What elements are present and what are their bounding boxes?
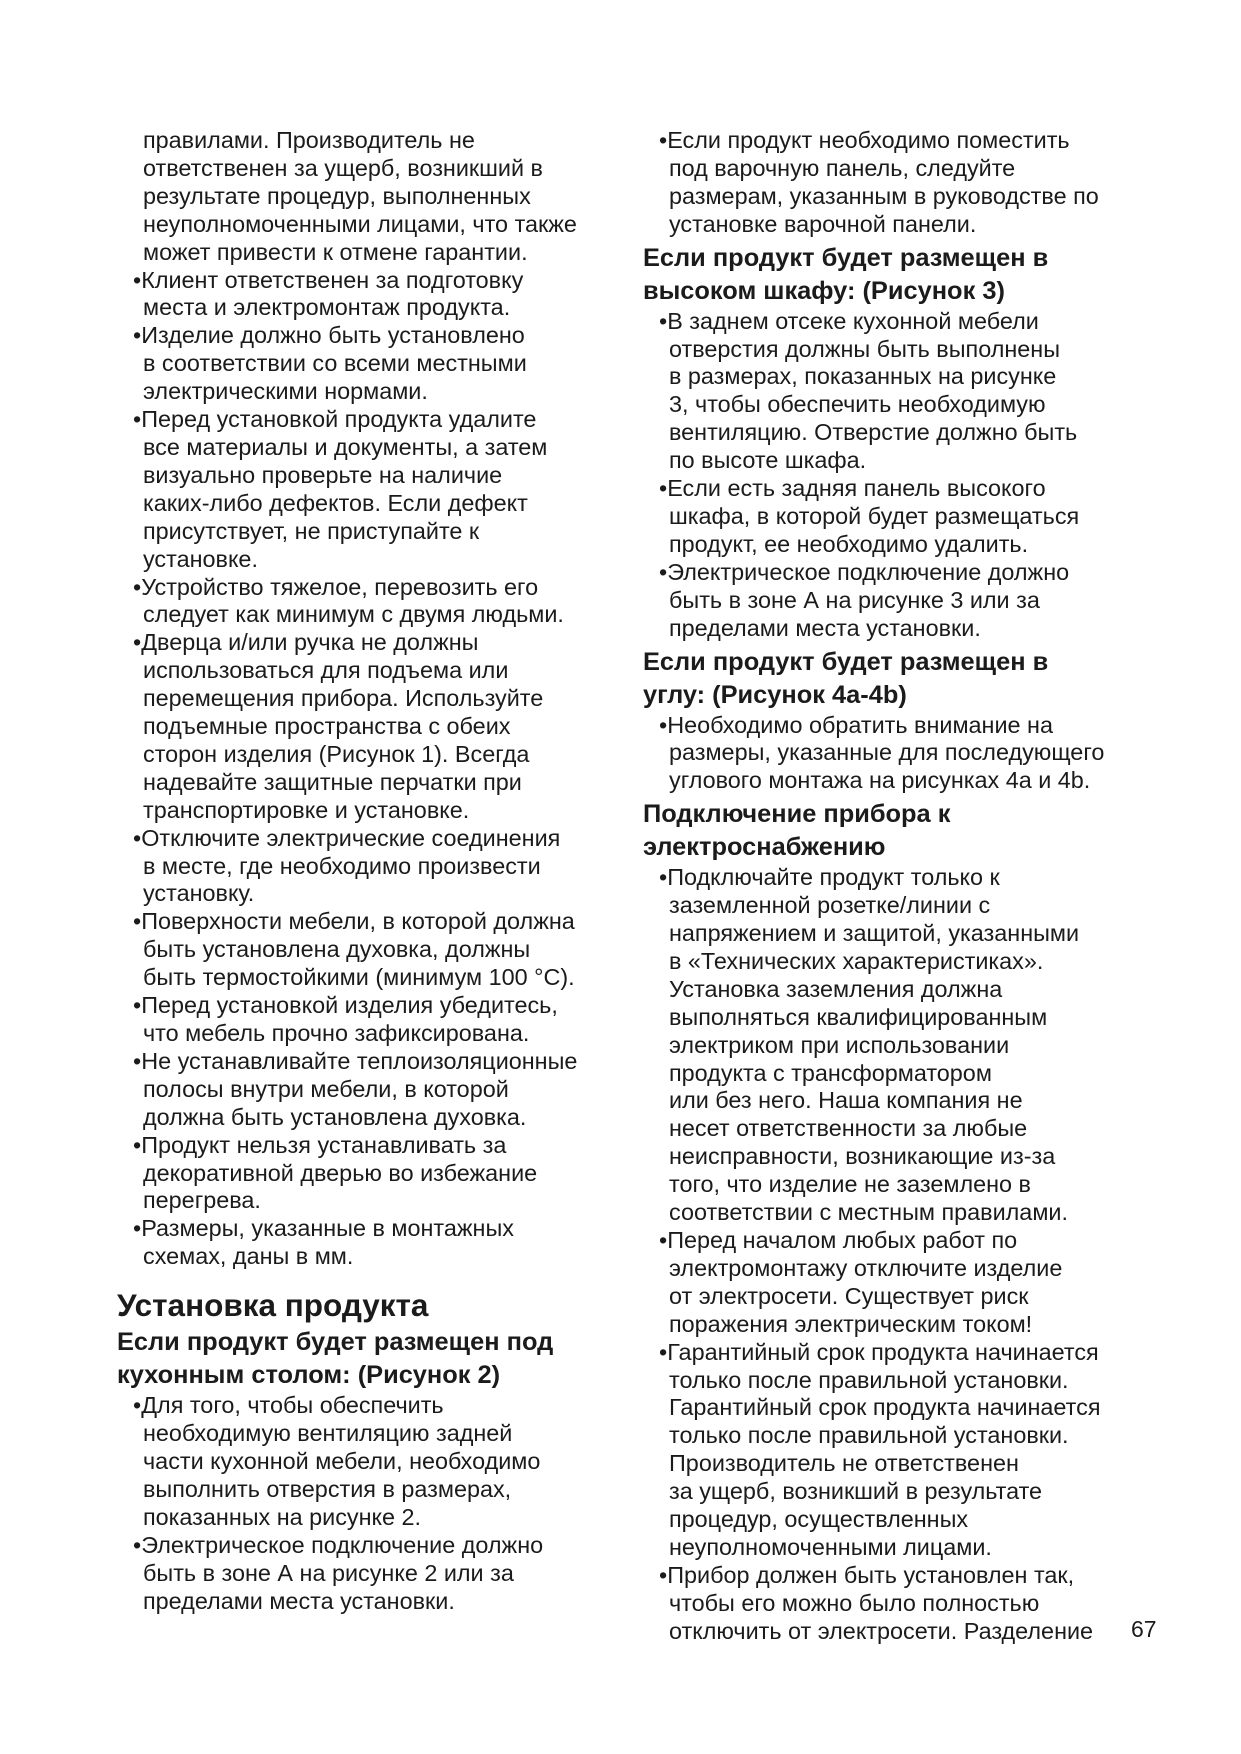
left-column [117, 127, 617, 1615]
bullet-item: • В заднем отсеке кухонной мебели отверстия должны быть выполнены в размерах, показанных на рисунке 3, чтобы обеспечить необходимую вентиляцию. Отверстие должно быть по высоте шкафа. [643, 308, 1153, 475]
bullet-item: • Для того, чтобы обеспечить необходимую вентиляцию задней части кухонной мебели, необходимо выполнить отверстия в размерах, показанных на рисунке 2. [117, 1392, 617, 1532]
bullet-item: • Подключайте продукт только к заземленной розетке/линии с напряжением и защитой, указанными в «Технических характеристиках». Установка заземления должна выполняться квалифицированным электриком при использовании продукта с трансформатором или без него. Наша компания не несет ответственности за любые неисправности, возникающие из-за того, что изделие не заземлено в соответствии с местным правилами. [643, 864, 1153, 1227]
right-column [643, 127, 1153, 1646]
bullet-item: • Изделие должно быть установлено в соответствии со всеми местными электрическими нормами. [117, 322, 617, 406]
bullet-item: • Прибор должен быть установлен так, чтобы его можно было полностью отключить от электросети. Разделение [643, 1562, 1153, 1646]
tall-cabinet-title: Если продукт будет размещен в высоком шкафу: (Рисунок 3) [643, 243, 1049, 305]
continuation-paragraph: правилами. Производитель не ответственен за ущерб, возникший в результате процедур, выполненных неуполномоченными лицами, что также может привести к отмене гарантии. [143, 127, 577, 265]
page-number: 67 [1131, 1616, 1157, 1642]
bullet-item: • Если есть задняя панель высокого шкафа, в которой будет размещаться продукт, ее необходимо удалить. [643, 475, 1153, 559]
bullet-item: • Перед началом любых работ по электромонтажу отключите изделие от электросети. Существует риск поражения электрическим током! [643, 1227, 1153, 1339]
bullet-item: • Необходимо обратить внимание на размеры, указанные для последующего углового монтажа на рисунках 4a и 4b. [643, 712, 1153, 796]
power-title: Подключение прибора к электроснабжению [643, 800, 951, 862]
subsection-title: Если продукт будет размещен под кухонным столом: (Рисунок 2) [117, 1328, 554, 1390]
section-title: Установка продукта [117, 1287, 429, 1324]
bullet-item: • Размеры, указанные в монтажных схемах, даны в мм. [117, 1215, 617, 1271]
bullet-item: • Продукт нельзя устанавливать за декоративной дверью во избежание перегрева. [117, 1132, 617, 1216]
bullet-item: • Поверхности мебели, в которой должна быть установлена духовка, должны быть термостойкими (минимум 100 °C). [117, 908, 617, 992]
bullet-item: • Устройство тяжелое, перевозить его следует как минимум с двумя людьми. [117, 574, 617, 630]
bullet-item: • Не устанавливайте теплоизоляционные полосы внутри мебели, в которой должна быть установлена духовка. [117, 1048, 617, 1132]
bullet-item: • Отключите электрические соединения в месте, где необходимо произвести установку. [117, 825, 617, 909]
bullet-item: • Дверца и/или ручка не должны использоваться для подъема или перемещения прибора. Используйте подъемные пространства с обеих сторон изделия (Рисунок 1). Всегда надевайте защитные перчатки при транспортировке и установке. [117, 629, 617, 824]
corner-title: Если продукт будет размещен в углу: (Рисунок 4a-4b) [643, 647, 1049, 709]
bullet-item: • Клиент ответственен за подготовку места и электромонтаж продукта. [117, 267, 617, 323]
bullet-item: • Электрическое подключение должно быть в зоне А на рисунке 3 или за пределами места установки. [643, 559, 1153, 643]
bullet-item: • Перед установкой продукта удалите все материалы и документы, а затем визуально проверьте на наличие каких-либо дефектов. Если дефект присутствует, не приступайте к установке. [117, 406, 617, 573]
bullet-item: • Гарантийный срок продукта начинается только после правильной установки. Гарантийный срок продукта начинается только после правильной установки. Производитель не ответственен за ущерб, возникший в результате процедур, осуществленных неуполномоченными лицами. [643, 1339, 1153, 1562]
bullet-item: • Если продукт необходимо поместить под варочную панель, следуйте размерам, указанным в руководстве по установке варочной панели. [643, 127, 1153, 239]
bullet-item: • Электрическое подключение должно быть в зоне А на рисунке 2 или за пределами места установки. [117, 1532, 617, 1616]
bullet-item: • Перед установкой изделия убедитесь, что мебель прочно зафиксирована. [117, 992, 617, 1048]
